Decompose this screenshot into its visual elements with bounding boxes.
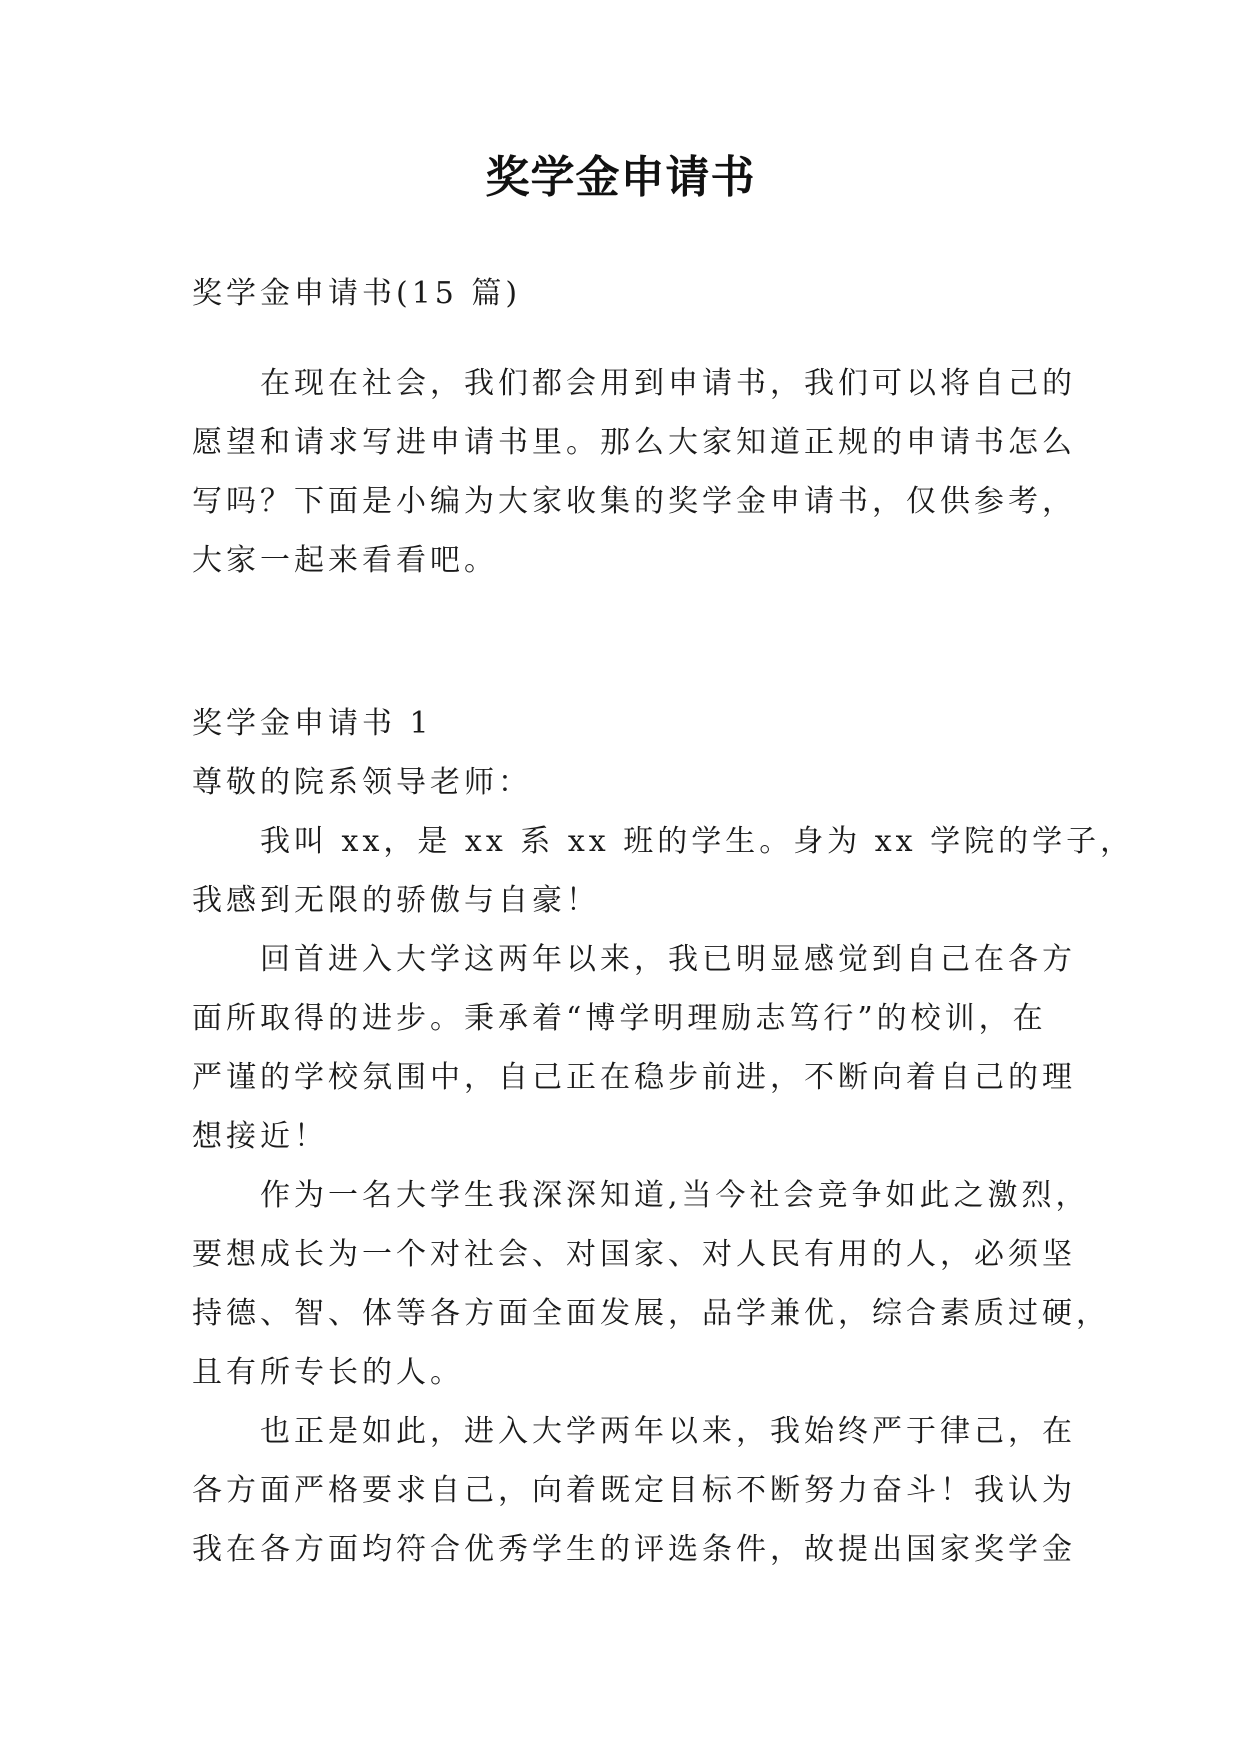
paragraph-line: 各方面严格要求自己，向着既定目标不断努力奋斗！我认为 [192, 1473, 1076, 1508]
intro-line: 愿望和请求写进申请书里。那么大家知道正规的申请书怎么 [192, 425, 1076, 460]
subtitle-text: 奖学金申请书(15 篇) [192, 276, 522, 311]
salutation: 尊敬的院系领导老师： [192, 765, 532, 800]
paragraph-line: 回首进入大学这两年以来，我已明显感觉到自己在各方 [260, 942, 1076, 977]
paragraph-line: 我感到无限的骄傲与自豪！ [192, 883, 600, 918]
document-title: 奖学金申请书 [485, 152, 756, 203]
paragraph-line: 也正是如此，进入大学两年以来，我始终严于律己，在 [260, 1414, 1076, 1449]
intro-line: 在现在社会，我们都会用到申请书，我们可以将自己的 [260, 366, 1076, 401]
paragraph-line: 严谨的学校氛围中，自己正在稳步前进，不断向着自己的理 [192, 1060, 1076, 1095]
intro-line: 大家一起来看看吧。 [192, 543, 498, 578]
paragraph-line: 要想成长为一个对社会、对国家、对人民有用的人，必须坚 [192, 1237, 1076, 1272]
intro-line: 写吗？下面是小编为大家收集的奖学金申请书，仅供参考， [192, 484, 1076, 519]
paragraph-line: 面所取得的进步。秉承着“博学明理励志笃行”的校训，在 [192, 1001, 1047, 1036]
letter-body [192, 694, 1135, 1579]
paragraph-line: 作为一名大学生我深深知道,当今社会竞争如此之激烈， [260, 1178, 1090, 1213]
paragraph-line: 想接近！ [192, 1119, 328, 1154]
paragraph-line: 持德、智、体等各方面全面发展，品学兼优，综合素质过硬， [192, 1296, 1110, 1331]
paragraph-line: 我叫 xx，是 xx 系 xx 班的学生。身为 xx 学院的学子， [260, 824, 1135, 859]
paragraph-line: 且有所专长的人。 [192, 1355, 464, 1390]
document-subtitle [192, 264, 1062, 323]
paragraph-line: 我在各方面均符合优秀学生的评选条件，故提出国家奖学金 [192, 1532, 1076, 1567]
intro-paragraph [192, 354, 1076, 590]
section-heading: 奖学金申请书 1 [192, 706, 433, 741]
